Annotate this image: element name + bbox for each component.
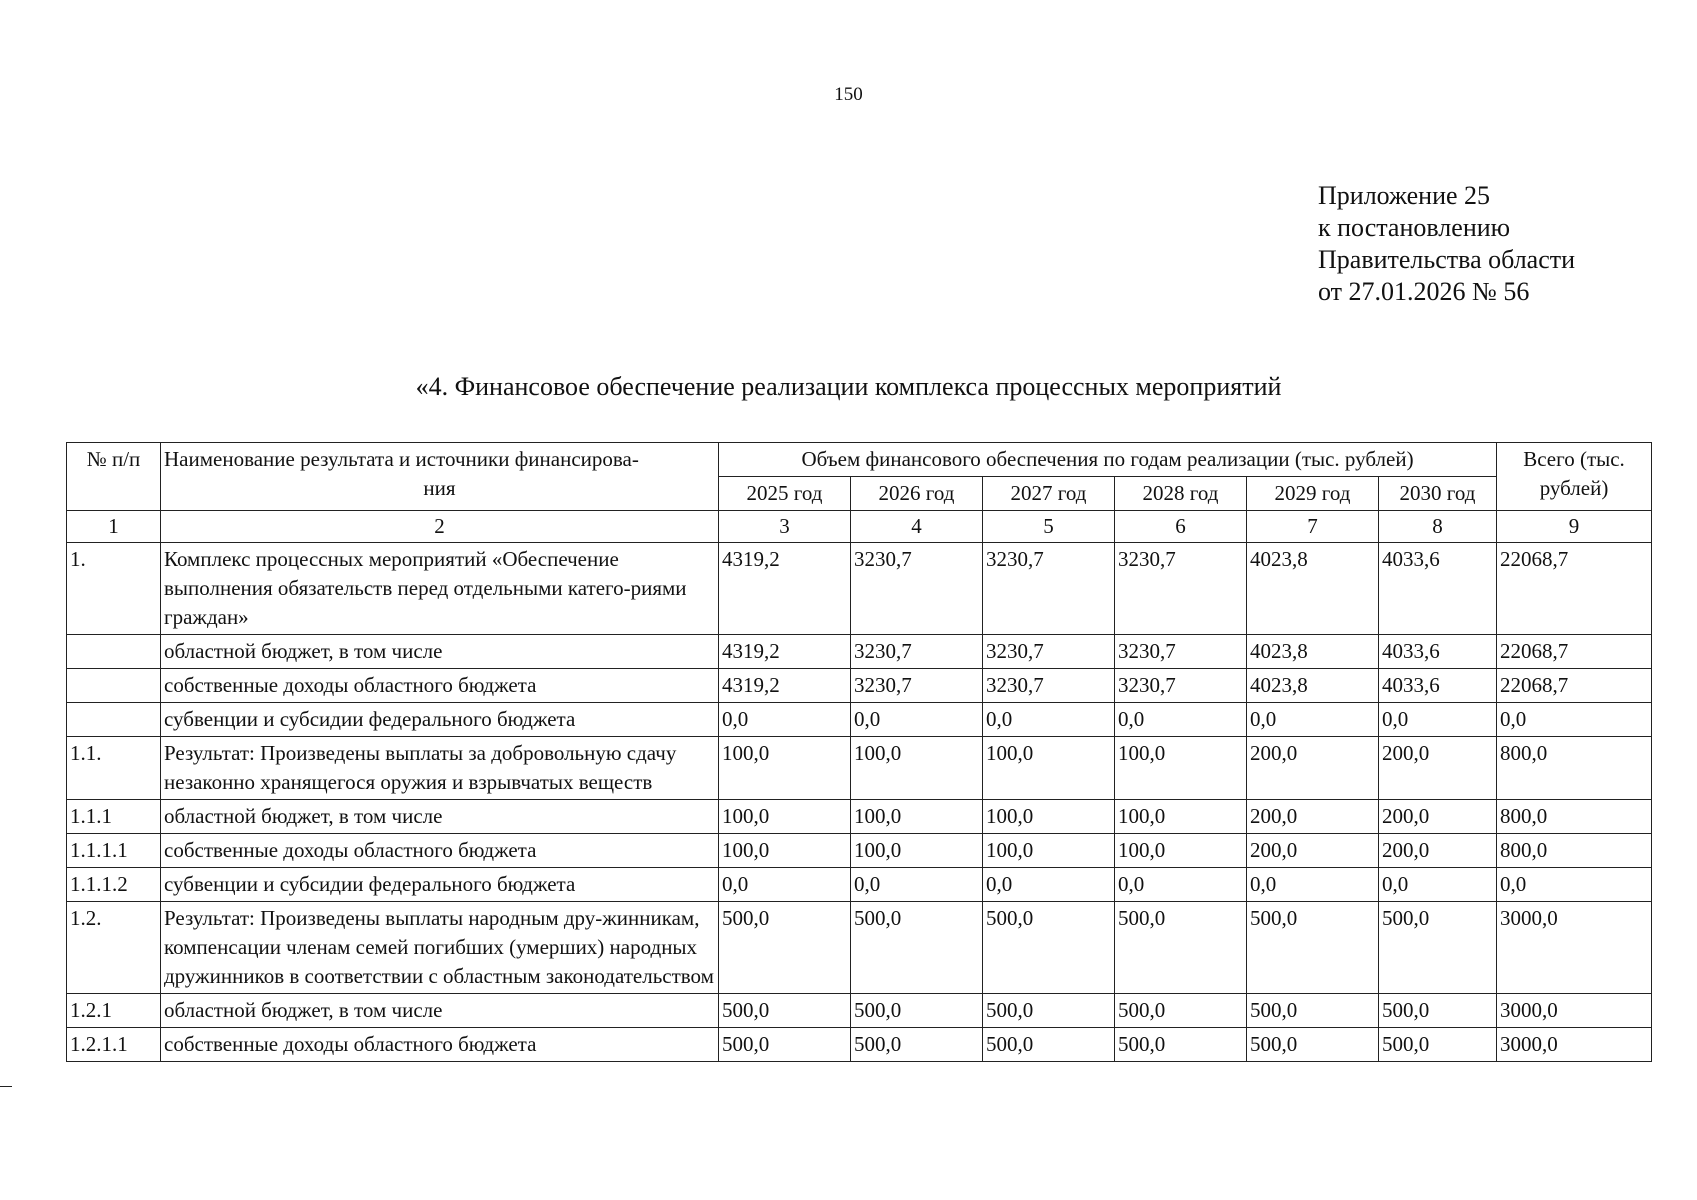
header-year: 2026 год <box>851 477 983 511</box>
row-number: 1.1.1.2 <box>67 868 161 902</box>
total-value-cell: 0,0 <box>1497 868 1652 902</box>
total-value-cell: 22068,7 <box>1497 635 1652 669</box>
table-row <box>67 800 1652 834</box>
row-number: 1.2. <box>67 902 161 994</box>
year-value-cell: 0,0 <box>1379 703 1497 737</box>
header-year: 2030 год <box>1379 477 1497 511</box>
year-value-cell: 100,0 <box>851 834 983 868</box>
year-value-cell: 100,0 <box>851 800 983 834</box>
year-value-cell: 500,0 <box>1247 994 1379 1028</box>
appendix-line-2: к постановлению <box>1318 213 1511 242</box>
year-value-cell: 500,0 <box>719 902 851 994</box>
header-year: 2029 год <box>1247 477 1379 511</box>
table-row <box>67 703 1652 737</box>
row-name: Комплекс процессных мероприятий «Обеспечение выполнения обязательств перед отдельными катего-риями граждан» <box>161 543 719 635</box>
year-value-cell: 0,0 <box>719 868 851 902</box>
column-number-row <box>67 511 1652 543</box>
section-title: «4. Финансовое обеспечение реализации комплекса процессных мероприятий <box>415 372 1282 401</box>
year-value-cell: 500,0 <box>719 1028 851 1062</box>
year-value-cell: 500,0 <box>1115 902 1247 994</box>
year-value-cell: 4023,8 <box>1247 669 1379 703</box>
header-name-line-1: Наименование результата и источники финансирова- <box>164 447 639 471</box>
row-name: собственные доходы областного бюджета <box>161 1028 719 1062</box>
year-value-cell: 0,0 <box>1247 868 1379 902</box>
table-row <box>67 834 1652 868</box>
row-name: субвенции и субсидии федерального бюджета <box>161 703 719 737</box>
row-number: 1.2.1.1 <box>67 1028 161 1062</box>
year-value-cell: 500,0 <box>983 902 1115 994</box>
row-name: областной бюджет, в том числе <box>161 635 719 669</box>
column-number: 5 <box>983 511 1115 543</box>
year-value-cell: 0,0 <box>983 703 1115 737</box>
year-value-cell: 4033,6 <box>1379 543 1497 635</box>
year-value-cell: 100,0 <box>983 800 1115 834</box>
year-value-cell: 500,0 <box>1379 994 1497 1028</box>
year-value-cell: 4023,8 <box>1247 635 1379 669</box>
header-total: Всего (тыс. рублей) <box>1497 443 1652 511</box>
appendix-line-4: от 27.01.2026 № 56 <box>1318 277 1530 306</box>
header-name-line-2: ния <box>423 476 456 500</box>
row-name: областной бюджет, в том числе <box>161 994 719 1028</box>
appendix-line-1: Приложение 25 <box>1318 181 1491 210</box>
column-number: 4 <box>851 511 983 543</box>
year-value-cell: 3230,7 <box>1115 635 1247 669</box>
row-number: 1. <box>67 543 161 635</box>
year-value-cell: 3230,7 <box>983 635 1115 669</box>
table-row <box>67 669 1652 703</box>
total-value-cell: 22068,7 <box>1497 543 1652 635</box>
year-value-cell: 0,0 <box>851 868 983 902</box>
row-number <box>67 635 161 669</box>
year-value-cell: 4319,2 <box>719 543 851 635</box>
row-name: собственные доходы областного бюджета <box>161 834 719 868</box>
year-value-cell: 100,0 <box>1115 834 1247 868</box>
year-value-cell: 500,0 <box>719 994 851 1028</box>
total-value-cell: 800,0 <box>1497 737 1652 800</box>
table-row <box>67 737 1652 800</box>
header-name <box>161 443 719 511</box>
total-value-cell: 800,0 <box>1497 834 1652 868</box>
appendix-block <box>1318 180 1575 308</box>
year-value-cell: 4033,6 <box>1379 669 1497 703</box>
year-value-cell: 500,0 <box>851 994 983 1028</box>
table-row <box>67 902 1652 994</box>
column-number: 9 <box>1497 511 1652 543</box>
total-value-cell: 3000,0 <box>1497 1028 1652 1062</box>
total-value-cell: 800,0 <box>1497 800 1652 834</box>
row-name: субвенции и субсидии федерального бюджета <box>161 868 719 902</box>
table-row <box>67 868 1652 902</box>
year-value-cell: 0,0 <box>1379 868 1497 902</box>
table-row <box>67 635 1652 669</box>
year-value-cell: 500,0 <box>851 1028 983 1062</box>
row-number: 1.2.1 <box>67 994 161 1028</box>
year-value-cell: 4319,2 <box>719 635 851 669</box>
year-value-cell: 3230,7 <box>851 543 983 635</box>
year-value-cell: 500,0 <box>983 1028 1115 1062</box>
row-number: 1.1.1 <box>67 800 161 834</box>
row-number <box>67 703 161 737</box>
row-name: Результат: Произведены выплаты за добровольную сдачу незаконно хранящегося оружия и взрывчатых веществ <box>161 737 719 800</box>
year-value-cell: 500,0 <box>1379 1028 1497 1062</box>
table-body <box>67 511 1652 1062</box>
year-value-cell: 100,0 <box>719 834 851 868</box>
header-row-1 <box>67 443 1652 477</box>
year-value-cell: 100,0 <box>719 800 851 834</box>
year-value-cell: 500,0 <box>983 994 1115 1028</box>
year-value-cell: 0,0 <box>851 703 983 737</box>
column-number: 8 <box>1379 511 1497 543</box>
column-number: 6 <box>1115 511 1247 543</box>
year-value-cell: 0,0 <box>1247 703 1379 737</box>
year-value-cell: 0,0 <box>719 703 851 737</box>
year-value-cell: 100,0 <box>851 737 983 800</box>
year-value-cell: 200,0 <box>1247 800 1379 834</box>
year-value-cell: 3230,7 <box>1115 669 1247 703</box>
year-value-cell: 3230,7 <box>1115 543 1247 635</box>
year-value-cell: 100,0 <box>983 834 1115 868</box>
year-value-cell: 200,0 <box>1247 834 1379 868</box>
row-name: Результат: Произведены выплаты народным дру-жинникам, компенсации членам семей погибших (умерших) народных дружинников в соответствии с областным законодательством <box>161 902 719 994</box>
year-value-cell: 200,0 <box>1379 800 1497 834</box>
appendix-line-3: Правительства области <box>1318 245 1576 274</box>
year-value-cell: 200,0 <box>1247 737 1379 800</box>
row-number: 1.1. <box>67 737 161 800</box>
header-group: Объем финансового обеспечения по годам реализации (тыс. рублей) <box>719 443 1497 477</box>
year-value-cell: 3230,7 <box>983 669 1115 703</box>
year-value-cell: 4023,8 <box>1247 543 1379 635</box>
column-number: 7 <box>1247 511 1379 543</box>
year-value-cell: 100,0 <box>719 737 851 800</box>
table-row <box>67 543 1652 635</box>
year-value-cell: 4033,6 <box>1379 635 1497 669</box>
year-value-cell: 4319,2 <box>719 669 851 703</box>
year-value-cell: 0,0 <box>1115 868 1247 902</box>
edge-mark <box>0 1086 12 1087</box>
column-number: 2 <box>161 511 719 543</box>
year-value-cell: 200,0 <box>1379 834 1497 868</box>
year-value-cell: 500,0 <box>851 902 983 994</box>
row-number: 1.1.1.1 <box>67 834 161 868</box>
year-value-cell: 500,0 <box>1379 902 1497 994</box>
year-value-cell: 500,0 <box>1247 1028 1379 1062</box>
row-number <box>67 669 161 703</box>
row-name: областной бюджет, в том числе <box>161 800 719 834</box>
column-number: 3 <box>719 511 851 543</box>
year-value-cell: 500,0 <box>1115 994 1247 1028</box>
total-value-cell: 0,0 <box>1497 703 1652 737</box>
total-value-cell: 3000,0 <box>1497 994 1652 1028</box>
year-value-cell: 100,0 <box>983 737 1115 800</box>
table-row <box>67 1028 1652 1062</box>
row-name: собственные доходы областного бюджета <box>161 669 719 703</box>
table-row <box>67 994 1652 1028</box>
year-value-cell: 500,0 <box>1247 902 1379 994</box>
year-value-cell: 100,0 <box>1115 737 1247 800</box>
total-value-cell: 3000,0 <box>1497 902 1652 994</box>
column-number: 1 <box>67 511 161 543</box>
total-value-cell: 22068,7 <box>1497 669 1652 703</box>
year-value-cell: 100,0 <box>1115 800 1247 834</box>
year-value-cell: 3230,7 <box>851 669 983 703</box>
header-year: 2028 год <box>1115 477 1247 511</box>
page-number: 150 <box>834 84 863 105</box>
year-value-cell: 200,0 <box>1379 737 1497 800</box>
year-value-cell: 0,0 <box>1115 703 1247 737</box>
financing-table <box>66 442 1652 1062</box>
header-num: № п/п <box>67 443 161 511</box>
year-value-cell: 3230,7 <box>851 635 983 669</box>
year-value-cell: 3230,7 <box>983 543 1115 635</box>
header-year: 2025 год <box>719 477 851 511</box>
year-value-cell: 0,0 <box>983 868 1115 902</box>
header-year: 2027 год <box>983 477 1115 511</box>
year-value-cell: 500,0 <box>1115 1028 1247 1062</box>
